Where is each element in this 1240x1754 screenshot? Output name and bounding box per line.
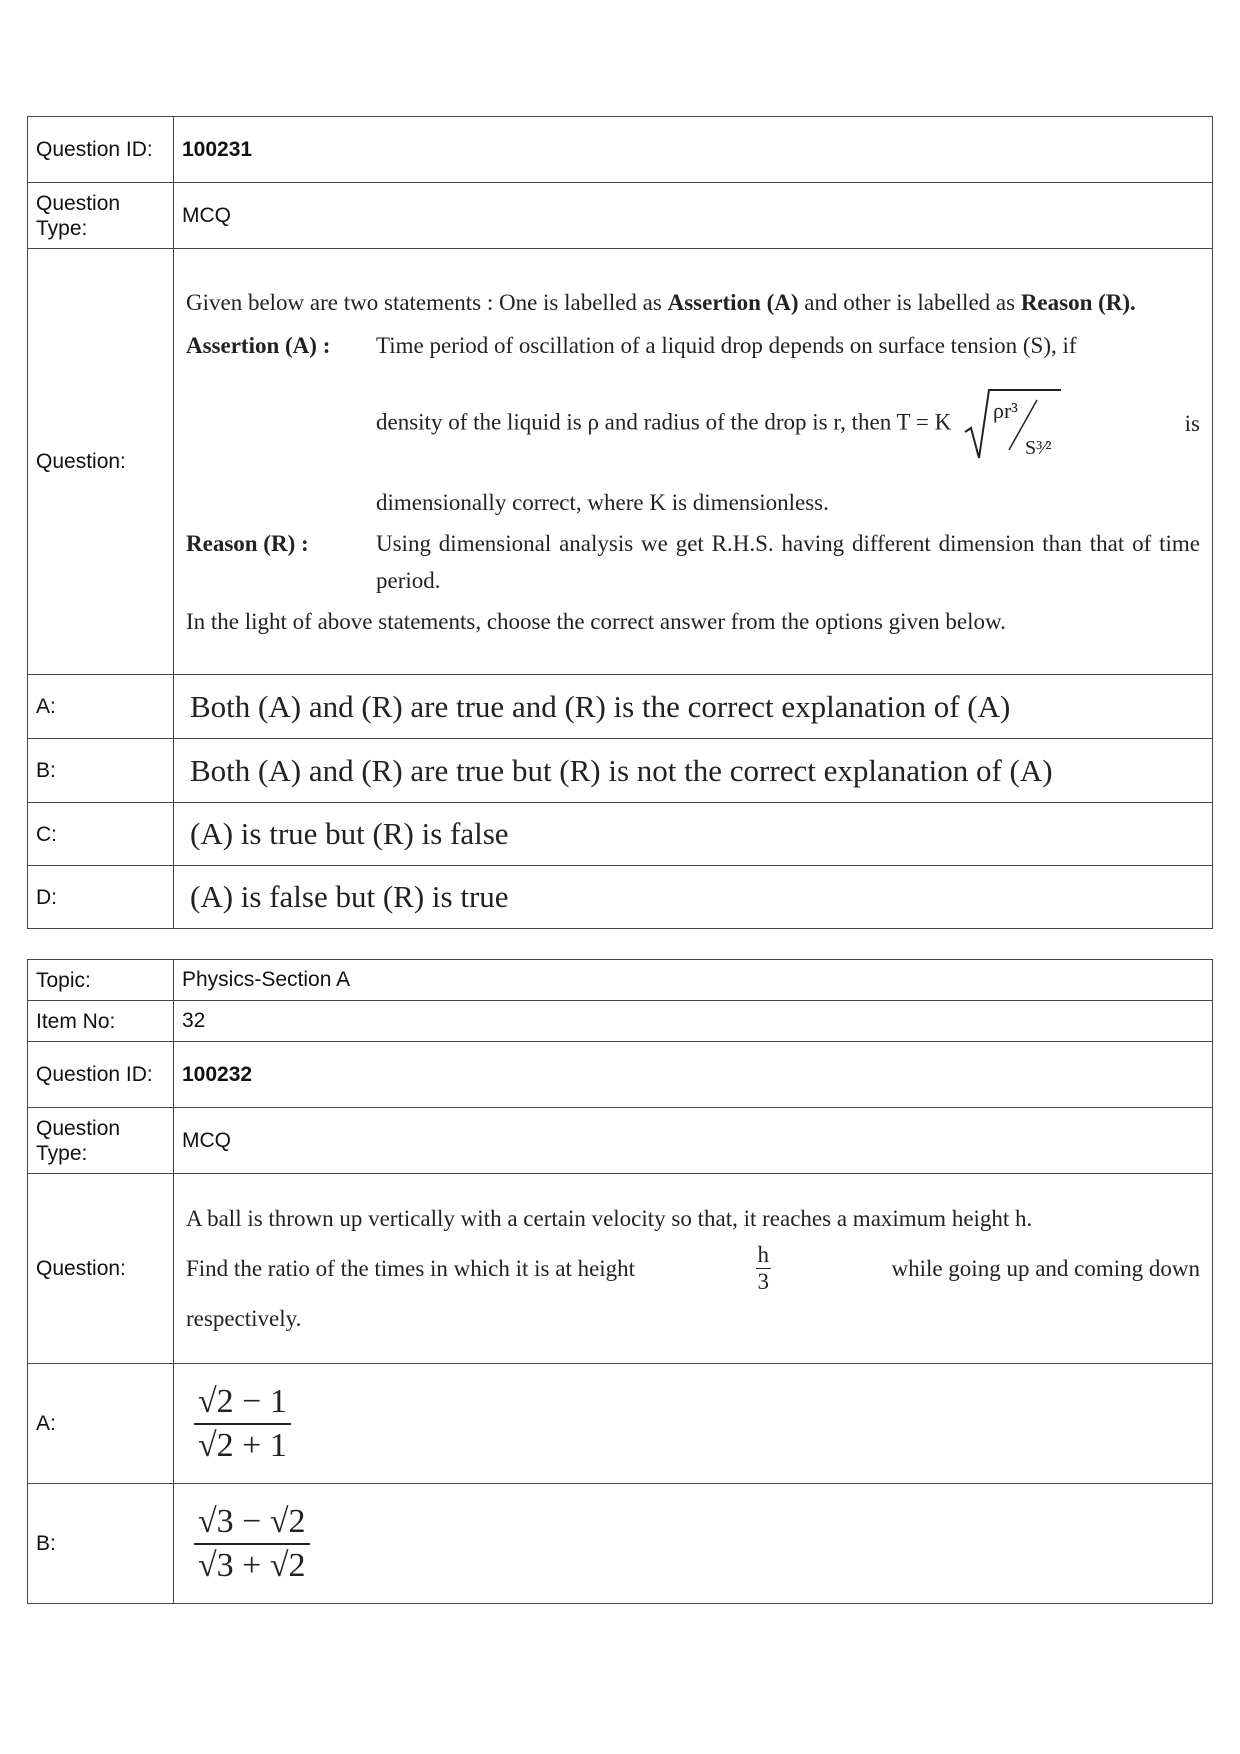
label-question-type: Question Type: [28, 183, 174, 249]
fraction-numerator: h [757, 1242, 770, 1267]
assertion-line-2-text: density of the liquid is ρ and radius of the drop is r, then T = K [376, 408, 952, 434]
option-c-text: (A) is true but (R) is false [174, 803, 1213, 866]
row-question-id-2 [28, 1042, 1213, 1108]
assertion-line-1: Time period of oscillation of a liquid drop depends on surface tension (S), if [376, 332, 1077, 358]
assertion-head-text: Assertion (A) : [186, 332, 331, 358]
label-option-a-2: A: [28, 1364, 174, 1484]
item-no-value: 32 [174, 1001, 1213, 1042]
question-2-line-2-start: Find the ratio of the times in which it is at height [186, 1255, 636, 1281]
label-item-no: Item No: [28, 1001, 174, 1042]
row-topic [28, 960, 1213, 1001]
intro-mid: and other is labelled as [798, 289, 1021, 315]
reason-heading [186, 525, 376, 599]
option-a-2-fraction [194, 1381, 291, 1467]
label-question-type-2: Question Type: [28, 1108, 174, 1174]
label-option-b-2: B: [28, 1484, 174, 1604]
label-option-a: A: [28, 675, 174, 739]
assertion-body [376, 327, 1200, 521]
formula-numerator: ρr³ [993, 397, 1018, 423]
label-question-2: Question: [28, 1174, 174, 1364]
height-fraction [756, 1242, 772, 1295]
question-intro [186, 284, 1200, 321]
row-option-a-2 [28, 1364, 1213, 1484]
reason-block [186, 525, 1200, 599]
row-item-no [28, 1001, 1213, 1042]
question-body-2 [174, 1174, 1213, 1364]
label-question-id: Question ID: [28, 117, 174, 183]
option-a-2-denominator: √2 + 1 [198, 1426, 287, 1464]
question-2-line-1: A ball is thrown up vertically with a certain velocity so that, it reaches a maximum height h. [186, 1205, 1033, 1231]
intro-reason: Reason (R). [1020, 289, 1136, 315]
row-question-id [28, 117, 1213, 183]
row-option-c [28, 803, 1213, 866]
assertion-block [186, 327, 1200, 521]
assertion-line-3: dimensionally correct, where K is dimensionless. [376, 489, 829, 515]
row-option-d [28, 866, 1213, 929]
radical-sign [963, 388, 1063, 460]
reason-text: Using dimensional analysis we get R.H.S. having different dimension than that of time period. [376, 530, 1200, 593]
label-question: Question: [28, 249, 174, 675]
question-2-line-2 [186, 1236, 1200, 1302]
label-option-c: C: [28, 803, 174, 866]
row-option-b-2 [28, 1484, 1213, 1604]
topic-value: Physics-Section A [174, 960, 1213, 1001]
question-type-value: MCQ [174, 183, 1213, 249]
question-type-value-2: MCQ [174, 1108, 1213, 1174]
option-a-2-numerator: √2 − 1 [194, 1381, 291, 1425]
option-a-text: Both (A) and (R) are true and (R) is the correct explanation of (A) [174, 675, 1213, 739]
label-question-id-2: Question ID: [28, 1042, 174, 1108]
label-topic: Topic: [28, 960, 174, 1001]
option-b-2-denominator: √3 + √2 [198, 1546, 306, 1584]
intro-assertion: Assertion (A) [667, 289, 799, 315]
option-b-2-fraction [194, 1501, 310, 1587]
assertion-heading [186, 327, 376, 521]
option-b-2-numerator: √3 − √2 [194, 1501, 310, 1545]
question-2-line-3: respectively. [186, 1305, 302, 1331]
question-table-1 [27, 116, 1213, 929]
option-b-text: Both (A) and (R) are true but (R) is not the correct explanation of (A) [174, 739, 1213, 803]
formula-denominator: S³⁄² [1025, 436, 1052, 459]
option-a-2-cell [174, 1364, 1213, 1484]
question-id-value: 100231 [174, 117, 1213, 183]
option-d-text: (A) is false but (R) is true [174, 866, 1213, 929]
question-id-value-2: 100232 [174, 1042, 1213, 1108]
question-body [174, 249, 1213, 675]
row-question-2 [28, 1174, 1213, 1364]
row-question-type-2 [28, 1108, 1213, 1174]
assertion-is: is [1184, 411, 1200, 436]
row-option-b [28, 739, 1213, 803]
label-option-b: B: [28, 739, 174, 803]
question-table-2 [27, 959, 1213, 1604]
assertion-formula-line [376, 364, 1200, 484]
assertion-line-2 [376, 388, 1063, 460]
formula-radical [963, 388, 1063, 460]
intro-text: Given below are two statements : One is labelled as [186, 289, 668, 315]
reason-head-text: Reason (R) : [186, 530, 309, 556]
row-question-type [28, 183, 1213, 249]
row-question [28, 249, 1213, 675]
row-option-a [28, 675, 1213, 739]
question-2-line-2-end: while going up and coming down [891, 1255, 1200, 1281]
fraction-denominator: 3 [757, 1269, 770, 1294]
question-closing: In the light of above statements, choose the correct answer from the options given below. [186, 608, 1006, 634]
label-option-d: D: [28, 866, 174, 929]
option-b-2-cell [174, 1484, 1213, 1604]
